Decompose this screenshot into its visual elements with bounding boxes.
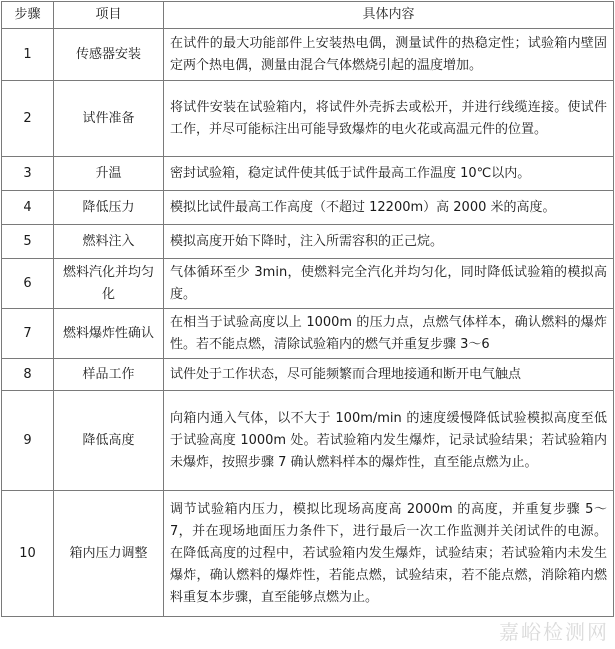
test-procedure-table bbox=[1, 1, 614, 617]
table-row bbox=[2, 81, 614, 157]
table-row bbox=[2, 359, 614, 391]
step-item: 试件准备 bbox=[54, 81, 164, 157]
step-item: 燃料注入 bbox=[54, 225, 164, 259]
step-number: 9 bbox=[2, 391, 54, 491]
header-step: 步骤 bbox=[2, 2, 54, 29]
step-item: 燃料汽化并均匀化 bbox=[54, 259, 164, 309]
step-item: 样品工作 bbox=[54, 359, 164, 391]
table-row bbox=[2, 191, 614, 225]
step-number: 3 bbox=[2, 157, 54, 191]
step-item: 升温 bbox=[54, 157, 164, 191]
step-number: 1 bbox=[2, 29, 54, 81]
step-number: 5 bbox=[2, 225, 54, 259]
table-row bbox=[2, 29, 614, 81]
step-number: 6 bbox=[2, 259, 54, 309]
table-row bbox=[2, 259, 614, 309]
table-row bbox=[2, 391, 614, 491]
step-item: 燃料爆炸性确认 bbox=[54, 309, 164, 359]
step-content: 在相当于试验高度以上 1000m 的压力点，点燃气体样本，确认燃料的爆炸性。若不能点燃，清除试验箱内的燃气并重复步骤 3～6 bbox=[164, 309, 614, 359]
step-number: 10 bbox=[2, 491, 54, 617]
header-item: 项目 bbox=[54, 2, 164, 29]
step-number: 8 bbox=[2, 359, 54, 391]
step-content: 气体循环至少 3min，使燃料完全汽化并均匀化，同时降低试验箱的模拟高度。 bbox=[164, 259, 614, 309]
step-content: 试件处于工作状态，尽可能频繁而合理地接通和断开电气触点 bbox=[164, 359, 614, 391]
table-row bbox=[2, 157, 614, 191]
table-row bbox=[2, 309, 614, 359]
step-number: 4 bbox=[2, 191, 54, 225]
table-header-row bbox=[2, 2, 614, 29]
watermark-text: 嘉峪检测网 bbox=[499, 620, 609, 644]
watermark-logo bbox=[499, 616, 609, 645]
step-content: 密封试验箱，稳定试件使其低于试件最高工作温度 10℃以内。 bbox=[164, 157, 614, 191]
step-item: 降低压力 bbox=[54, 191, 164, 225]
header-content: 具体内容 bbox=[164, 2, 614, 29]
step-number: 2 bbox=[2, 81, 54, 157]
step-item: 降低高度 bbox=[54, 391, 164, 491]
table-row bbox=[2, 225, 614, 259]
step-content: 模拟比试件最高工作高度（不超过 12200m）高 2000 米的高度。 bbox=[164, 191, 614, 225]
step-item: 传感器安装 bbox=[54, 29, 164, 81]
step-content: 模拟高度开始下降时，注入所需容积的正己烷。 bbox=[164, 225, 614, 259]
table-row bbox=[2, 491, 614, 617]
step-content: 将试件安装在试验箱内，将试件外壳拆去或松开，并进行线缆连接。使试件工作，并尽可能标注出可能导致爆炸的电火花或高温元件的位置。 bbox=[164, 81, 614, 157]
step-number: 7 bbox=[2, 309, 54, 359]
step-item: 箱内压力调整 bbox=[54, 491, 164, 617]
step-content: 调节试验箱内压力，模拟比现场高度高 2000m 的高度，并重复步骤 5～7，并在现场地面压力条件下，进行最后一次工作监测并关闭试件的电源。在降低高度的过程中，若试验箱内发生爆炸，试验结束；若试验箱内未发生爆炸，确认燃料的爆炸性，若能点燃，试验结束，若不能点燃，消除箱内燃料重复本步骤，直至能够点燃为止。 bbox=[164, 491, 614, 617]
step-content: 向箱内通入气体，以不大于 100m/min 的速度缓慢降低试验模拟高度至低于试验高度 1000m 处。若试验箱内发生爆炸，记录试验结果；若试验箱内未爆炸，按照步骤 7 确认燃料样本的爆炸性，直至能点燃为止。 bbox=[164, 391, 614, 491]
step-content: 在试件的最大功能部件上安装热电偶，测量试件的热稳定性；试验箱内壁固定两个热电偶，测量由混合气体燃烧引起的温度增加。 bbox=[164, 29, 614, 81]
